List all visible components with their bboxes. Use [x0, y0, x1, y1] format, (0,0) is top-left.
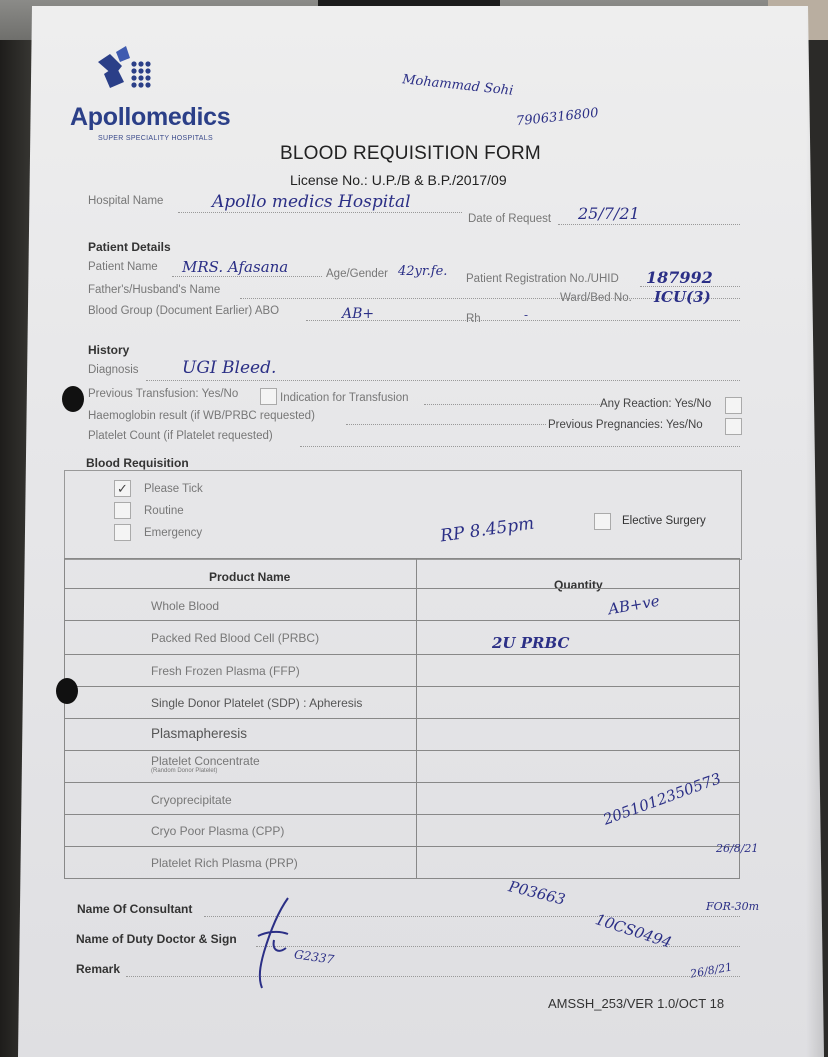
handwritten-note-code: P03663 [506, 877, 568, 909]
punch-hole [56, 678, 78, 704]
blood-group-value: AB+ [342, 306, 375, 322]
product-row-name: Whole Blood [151, 599, 220, 613]
product-row-name: Platelet Concentrate [151, 754, 260, 768]
product-row-name: Fresh Frozen Plasma (FFP) [151, 664, 300, 678]
brand-name: Apollomedics [70, 103, 231, 131]
elective-surgery-checkbox[interactable] [594, 513, 611, 530]
form-title: BLOOD REQUISITION FORM [280, 143, 541, 164]
registration-label: Patient Registration No./UHID [466, 273, 619, 285]
previous-pregnancies-checkbox[interactable] [725, 418, 742, 435]
age-gender-label: Age/Gender [326, 268, 389, 280]
product-row-name: Single Donor Platelet (SDP) : Apheresis [151, 696, 363, 710]
remark-label: Remark [76, 962, 121, 976]
paper-shadow [806, 6, 824, 1057]
form-code: AMSSH_253/VER 1.0/OCT 18 [548, 996, 725, 1011]
duty-doctor-label: Name of Duty Doctor & Sign [76, 932, 237, 946]
blood-requisition-heading: Blood Requisition [86, 456, 189, 470]
handwritten-note-date: 26/8/21 [716, 842, 759, 855]
product-row-name: Plasmapheresis [151, 726, 248, 741]
handwritten-name: Mohammad Sohi [401, 72, 514, 99]
please-tick-label: Please Tick [144, 483, 203, 495]
date-line [558, 224, 740, 225]
haemoglobin-label: Haemoglobin result (if WB/PRBC requested) [88, 410, 315, 422]
remark-line [126, 976, 740, 977]
handwritten-note-serial: 2051012350573 [600, 769, 724, 829]
age-gender-value: 42yr.fe. [398, 264, 448, 279]
prbc-quantity-value: 2U PRBC [492, 634, 570, 652]
any-reaction-label: Any Reaction: Yes/No [600, 398, 712, 410]
handwritten-note-time: FOR-30m [706, 900, 760, 913]
previous-transfusion-checkbox[interactable] [260, 388, 277, 405]
history-heading: History [88, 343, 130, 357]
product-row-name: Cryoprecipitate [151, 793, 232, 807]
emergency-label: Emergency [144, 527, 203, 539]
brand-tagline: SUPER SPECIALITY HOSPITALS [98, 135, 213, 142]
previous-pregnancies-label: Previous Pregnancies: Yes/No [548, 419, 703, 431]
product-name-header: Product Name [209, 570, 291, 584]
quantity-header: Quantity [554, 578, 603, 592]
blood-group-label: Blood Group (Document Earlier) ABO [88, 305, 280, 317]
license-number: License No.: U.P./B & B.P./2017/09 [290, 172, 507, 188]
rh-label: Rh [466, 313, 481, 325]
elective-surgery-label: Elective Surgery [622, 515, 706, 527]
patient-name-line [172, 276, 322, 277]
platelet-count-line [300, 446, 740, 447]
duty-doctor-line [256, 946, 740, 947]
father-husband-label: Father's/Husband's Name [88, 284, 221, 296]
routine-label: Routine [144, 505, 184, 517]
rh-value: - [524, 308, 529, 322]
routine-checkbox[interactable] [114, 502, 131, 519]
product-row-name: Platelet Rich Plasma (PRP) [151, 856, 298, 870]
product-row-name: Cryo Poor Plasma (CPP) [151, 824, 285, 838]
apollomedics-logo-icon [96, 44, 156, 104]
doctor-signature-icon [248, 892, 308, 992]
date-of-request-value: 25/7/21 [578, 204, 640, 223]
indication-line [424, 404, 600, 405]
ward-bed-label: Ward/Bed No. [560, 292, 632, 304]
registration-value: 187992 [646, 268, 713, 287]
indication-label: Indication for Transfusion [280, 392, 409, 404]
any-reaction-checkbox[interactable] [725, 397, 742, 414]
date-of-request-label: Date of Request [468, 213, 552, 225]
patient-name-label: Patient Name [88, 261, 158, 273]
product-row-name: Packed Red Blood Cell (PRBC) [151, 631, 320, 645]
diagnosis-label: Diagnosis [88, 364, 139, 376]
punch-hole [62, 386, 84, 412]
hospital-name-line [178, 212, 462, 213]
handwritten-phone: 7906316800 [515, 105, 600, 130]
requisition-note: RP 8.45pm [439, 513, 536, 547]
haemoglobin-line [346, 424, 546, 425]
product-row-subname: (Random Donor Platelet) [151, 768, 218, 774]
quantity-note: AB+ve [606, 591, 661, 619]
consultant-label: Name Of Consultant [77, 902, 193, 916]
diagnosis-value: UGI Bleed. [182, 358, 277, 378]
doctor-signature-code: G2337 [293, 947, 335, 967]
please-tick-checkbox[interactable]: ✓ [114, 480, 131, 497]
handwritten-note-date-2: 26/8/21 [689, 960, 734, 981]
hospital-name-label: Hospital Name [88, 195, 164, 207]
patient-details-heading: Patient Details [88, 240, 171, 254]
emergency-checkbox[interactable] [114, 524, 131, 541]
handwritten-note-code-2: 10CS0494 [593, 910, 674, 952]
hospital-name-value: Apollo medics Hospital [212, 192, 411, 212]
diagnosis-line [146, 380, 740, 381]
platelet-count-label: Platelet Count (if Platelet requested) [88, 430, 273, 442]
patient-name-value: MRS. Afasana [182, 258, 289, 276]
previous-transfusion-label: Previous Transfusion: Yes/No [88, 388, 239, 400]
ward-bed-value: ICU(3) [654, 288, 711, 306]
